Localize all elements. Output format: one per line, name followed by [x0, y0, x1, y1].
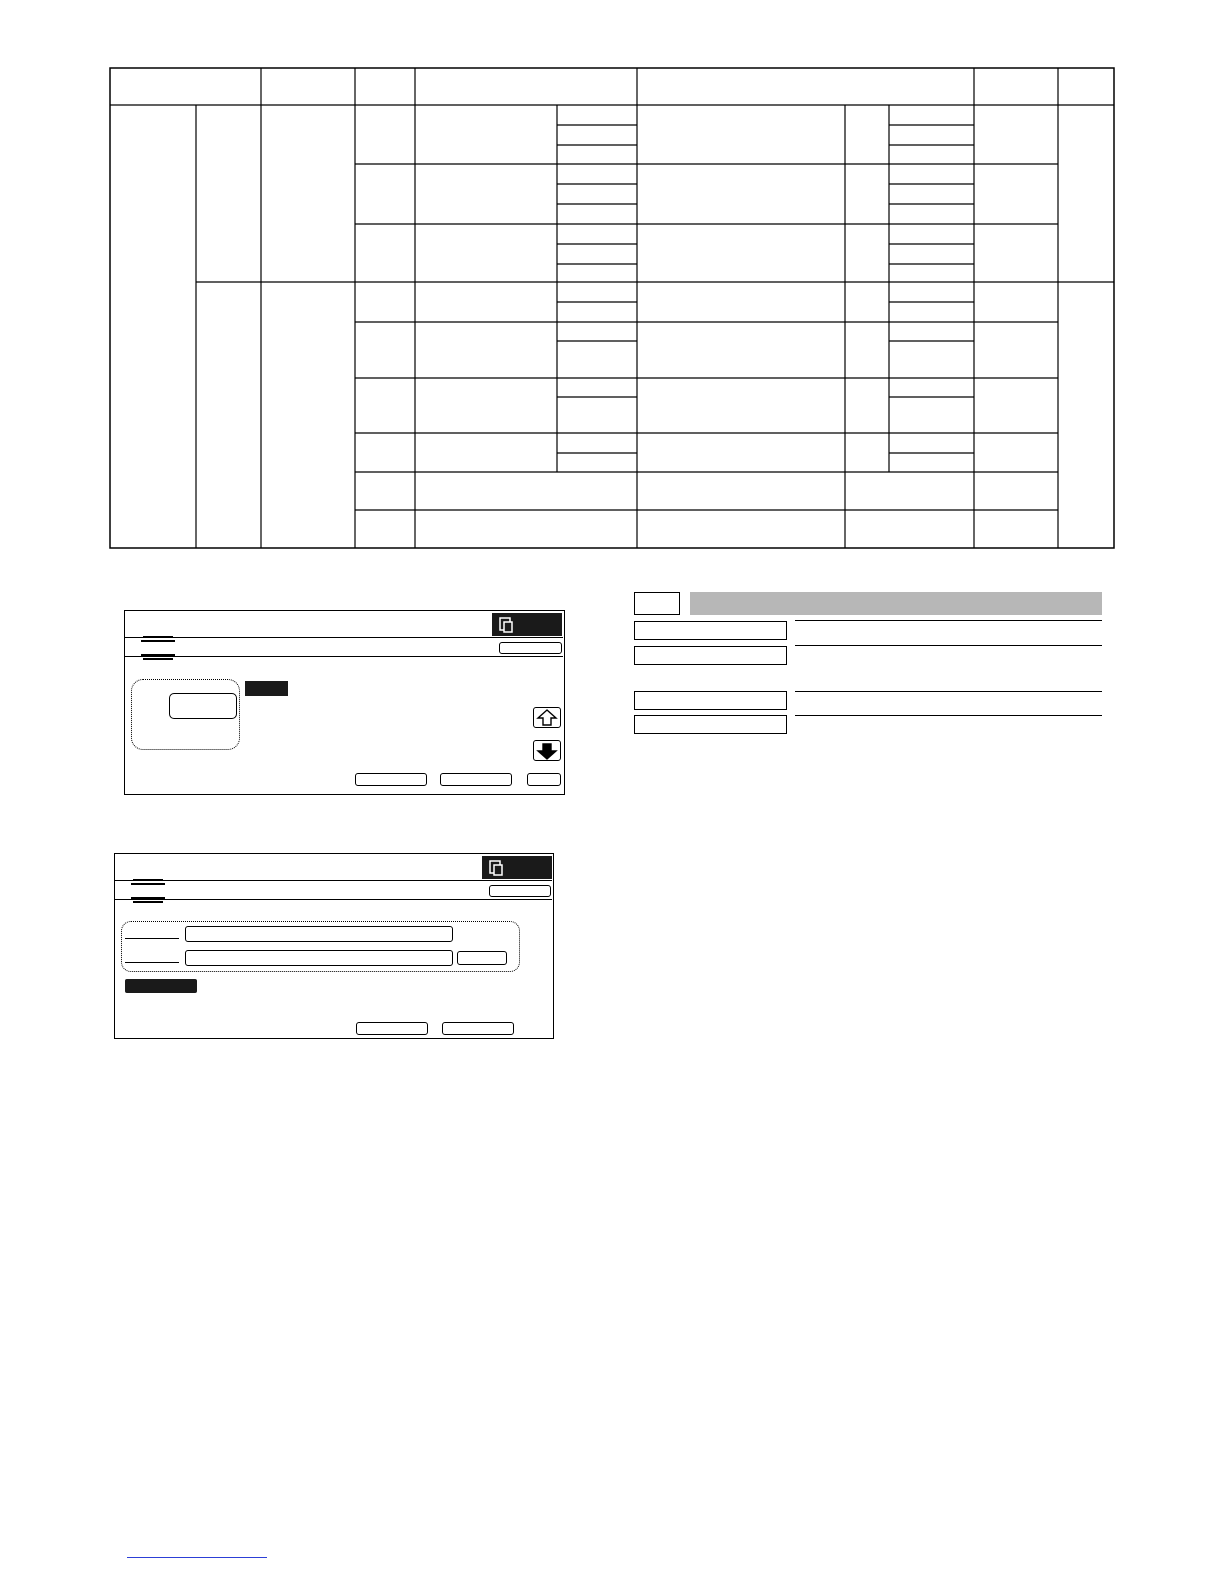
screen-2-panel	[114, 853, 554, 1039]
menu-lines-icon	[139, 635, 179, 665]
scroll-down-button[interactable]	[533, 740, 561, 761]
arrow-down-icon	[534, 741, 562, 762]
field-1-label-line	[125, 938, 179, 939]
screen-2-top-button[interactable]	[489, 885, 551, 897]
legend-key-box	[634, 592, 680, 615]
footer-link[interactable]	[127, 1556, 267, 1558]
screen-1-black-label	[245, 681, 288, 696]
screen-1-bottom-button-2[interactable]	[440, 773, 512, 786]
legend-row-4-box	[634, 715, 787, 734]
screen-2-bottom-button-1[interactable]	[356, 1022, 428, 1035]
screen-1-bottom-button-3[interactable]	[527, 773, 561, 786]
legend-row-3-box	[634, 691, 787, 710]
copy-mode-icon	[497, 615, 517, 635]
legend-row-2-line	[795, 645, 1102, 646]
arrow-up-icon	[534, 708, 562, 729]
screen-2-title-divider	[115, 880, 552, 881]
screen-2-bottom-button-2[interactable]	[442, 1022, 514, 1035]
screen-1-top-button[interactable]	[499, 642, 562, 654]
legend-row-4-line	[795, 715, 1102, 716]
legend-row-1-box	[634, 621, 787, 640]
copy-mode-icon	[487, 858, 507, 878]
field-2-label-line	[125, 962, 179, 963]
field-1-input[interactable]	[185, 926, 453, 942]
copy-mode-indicator	[492, 613, 562, 636]
screen-1-selected-key[interactable]	[169, 693, 237, 719]
settings-table-grid	[0, 0, 1224, 560]
screen-2-black-label	[125, 979, 197, 993]
screen-2-subtitle-divider	[115, 899, 552, 900]
settings-table	[0, 0, 1224, 560]
screen-1-title-divider	[125, 637, 563, 638]
screen-1-subtitle-divider	[125, 656, 563, 657]
legend-row-3-line	[795, 691, 1102, 692]
screen-1-panel	[124, 610, 565, 795]
field-2-side-button[interactable]	[457, 951, 507, 965]
field-2-input[interactable]	[185, 950, 453, 966]
screen-1-bottom-button-1[interactable]	[355, 773, 427, 786]
menu-lines-icon	[129, 878, 169, 908]
copy-mode-indicator-2	[482, 856, 552, 879]
legend-row-2-box	[634, 646, 787, 665]
scroll-up-button[interactable]	[533, 707, 561, 728]
legend-row-1-line	[795, 620, 1102, 621]
legend-header-bar	[690, 592, 1102, 615]
